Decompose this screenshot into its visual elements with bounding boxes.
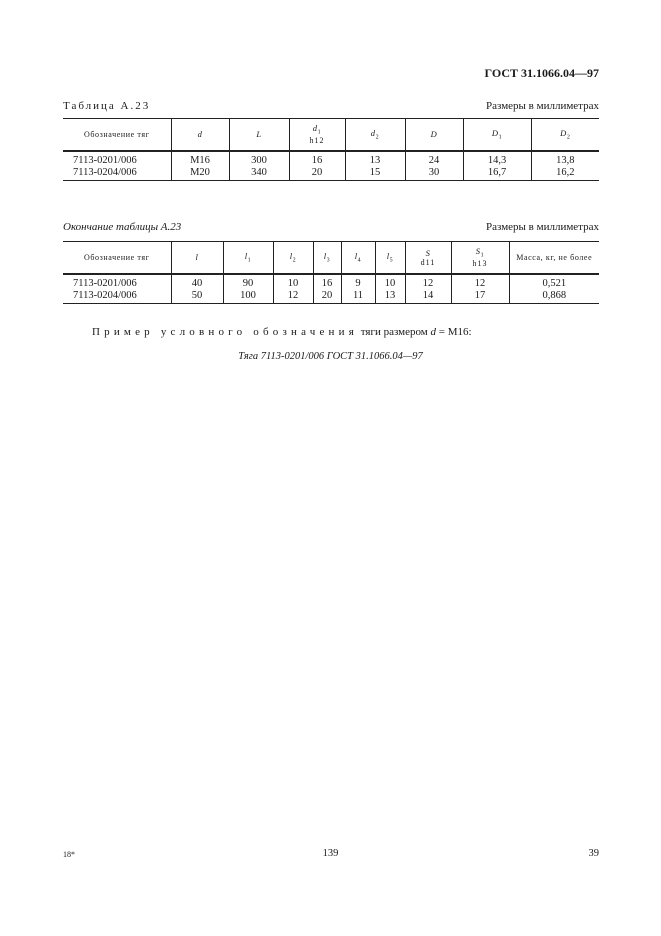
table-cell: 340: [229, 166, 289, 181]
example-label: Пример условного обозначения: [92, 326, 358, 338]
table2-header-1: [171, 242, 223, 274]
table1-header-symbol: d: [197, 129, 203, 140]
table-cell: 12: [451, 274, 509, 289]
table-cell: 16,2: [531, 166, 599, 181]
table2-header-5: [341, 242, 375, 274]
table1-header-3: [289, 119, 345, 151]
table-cell: 10: [273, 274, 313, 289]
table2-header-subscript: 5: [389, 257, 394, 264]
table1-header-symbol: L: [256, 129, 262, 140]
table-cell: 7113-0201/006: [73, 277, 137, 289]
table-cell: 300: [229, 151, 289, 166]
table2-header-subscript: 2: [292, 257, 297, 264]
table2-header-symbol: S: [475, 246, 481, 257]
table-cell: 16,7: [463, 166, 531, 181]
table1: [63, 118, 599, 181]
table1-header-subscript: 1: [498, 134, 503, 141]
example-designation: Тяга 7113-0201/006 ГОСТ 31.1066.04—97: [238, 351, 423, 362]
table1-header-7: [531, 119, 599, 151]
table2-caption: Окончание таблицы А.23: [63, 221, 182, 233]
table-cell: M20: [171, 166, 229, 181]
table-cell: 12: [273, 289, 313, 304]
table1-header-6: [463, 119, 531, 151]
table-cell: 16: [289, 151, 345, 166]
table-cell: M16: [171, 151, 229, 166]
table-cell: 9: [341, 274, 375, 289]
table1-header-subscript: 2: [375, 134, 380, 141]
table2-header-subscript: 1: [480, 253, 485, 260]
table2-header-symbol: l: [244, 250, 248, 261]
table-cell: 14: [405, 289, 451, 304]
table-cell: 15: [345, 166, 405, 181]
table2-header-label: Масса, кг, не более: [516, 252, 593, 262]
table1-header-label: Обозначение тяг: [83, 129, 150, 139]
footer-page-number: 139: [322, 848, 339, 859]
table-cell: 0,868: [509, 289, 599, 304]
footer-doc-page: 39: [588, 848, 599, 859]
table-cell: 50: [171, 289, 223, 304]
table2-header-tolerance: d11: [420, 257, 436, 267]
example-value: = M16:: [438, 326, 472, 338]
table1-header-2: [229, 119, 289, 151]
table-cell: 16: [313, 274, 341, 289]
table2: [63, 241, 599, 304]
footer-sheet-mark: 18*: [63, 850, 75, 859]
table2-header-0: [63, 242, 171, 274]
table-cell: 12: [405, 274, 451, 289]
table-cell: 90: [223, 274, 273, 289]
table1-header-subscript: 1: [317, 130, 322, 137]
table-row: [63, 289, 599, 304]
table1-header-4: [345, 119, 405, 151]
table-cell: 13: [345, 151, 405, 166]
table-cell: 0,521: [509, 274, 599, 289]
table2-header-6: [375, 242, 405, 274]
table2-header-symbol: S: [425, 247, 431, 258]
table-cell: 100: [223, 289, 273, 304]
table2-header-symbol: l: [354, 250, 358, 261]
table2-header-subscript: 4: [357, 257, 362, 264]
table2-header-symbol: l: [323, 250, 327, 261]
table-row: [63, 274, 599, 289]
table2-header-9: [509, 242, 599, 274]
table2-header-subscript: 3: [326, 257, 331, 264]
table2-header-4: [313, 242, 341, 274]
table2-header-tolerance: h13: [472, 259, 488, 269]
table-cell: 40: [171, 274, 223, 289]
table-cell: 14,3: [463, 151, 531, 166]
example-text: тяги размером: [360, 326, 428, 338]
example-line: [92, 326, 472, 338]
table-cell: 11: [341, 289, 375, 304]
table-cell: 20: [289, 166, 345, 181]
table-cell: 17: [451, 289, 509, 304]
table2-header-symbol: l: [386, 250, 390, 261]
table1-header-symbol: D: [491, 127, 499, 138]
table2-header-3: [273, 242, 313, 274]
table2-header-7: [405, 242, 451, 274]
table1-header-1: [171, 119, 229, 151]
table1-header-symbol: D: [430, 129, 438, 140]
table-cell: 20: [313, 289, 341, 304]
table1-header-symbol: d: [312, 123, 318, 134]
example-variable: d: [430, 326, 437, 338]
table-cell: 7113-0201/006: [73, 154, 137, 166]
table-row: [63, 166, 599, 181]
table-row: [63, 151, 599, 166]
table1-caption: Таблица А.23: [63, 100, 151, 112]
table-cell: 10: [375, 274, 405, 289]
table2-header-symbol: l: [195, 252, 199, 263]
table-cell: 7113-0204/006: [63, 166, 171, 181]
table-cell: 30: [405, 166, 463, 181]
table2-units: Размеры в миллиметрах: [486, 221, 599, 233]
table-cell: 13,8: [531, 151, 599, 166]
table-cell: 7113-0204/006: [63, 289, 171, 304]
table1-header-symbol: D: [560, 127, 567, 138]
table-cell: 13: [375, 289, 405, 304]
table1-header-5: [405, 119, 463, 151]
table-cell: 24: [405, 151, 463, 166]
table2-header-subscript: 1: [247, 257, 252, 264]
document-code: ГОСТ 31.1066.04—97: [484, 66, 599, 80]
table2-header-symbol: l: [289, 250, 293, 261]
table2-header-8: [451, 242, 509, 274]
table2-header-2: [223, 242, 273, 274]
table1-header-symbol: d: [370, 127, 376, 138]
table1-header-tolerance: h12: [309, 136, 325, 146]
table1-units: Размеры в миллиметрах: [486, 100, 599, 112]
table1-header-subscript: 2: [566, 134, 571, 141]
table2-header-label: Обозначение тяг: [83, 252, 150, 262]
table1-header-0: [63, 119, 171, 151]
